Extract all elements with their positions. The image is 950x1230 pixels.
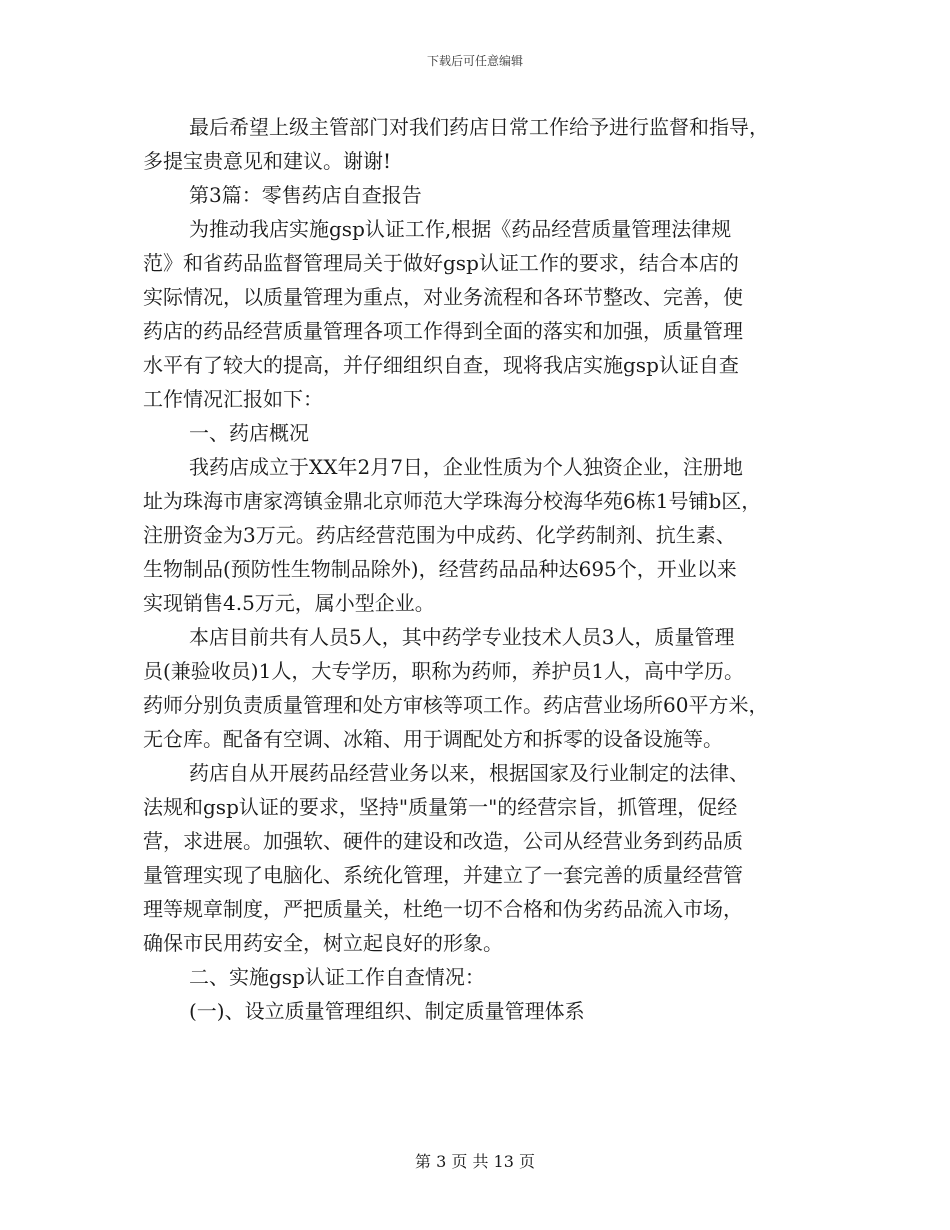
body-line: 多提宝贵意见和建议。谢谢! bbox=[143, 149, 392, 173]
body-line: 药店自从开展药品经营业务以来，根据国家及行业制定的法律、 bbox=[189, 761, 749, 785]
body-line: 无仓库。配备有空调、冰箱、用于调配处方和拆零的设备设施等。 bbox=[143, 727, 723, 751]
body-line: 最后希望上级主管部门对我们药店日常工作给予进行监督和指导， bbox=[189, 115, 769, 139]
body-line: 药店的药品经营质量管理各项工作得到全面的落实和加强，质量管理 bbox=[143, 319, 743, 343]
body-line: 范》和省药品监督管理局关于做好gsp认证工作的要求，结合本店的 bbox=[143, 251, 739, 275]
body-line: 我药店成立于XX年2月7日，企业性质为个人独资企业，注册地 bbox=[189, 455, 743, 479]
body-line: 为推动我店实施gsp认证工作,根据《药品经营质量管理法律规 bbox=[189, 217, 732, 241]
body-line: 法规和gsp认证的要求，坚持"质量第一"的经营宗旨，抓管理，促经 bbox=[143, 795, 738, 819]
section-title: 第3篇：零售药店自查报告 bbox=[189, 183, 422, 207]
section-heading: 二、实施gsp认证工作自查情况： bbox=[189, 965, 485, 989]
body-line: 员(兼验收员)1人，大专学历，职称为药师，养护员1人，高中学历。 bbox=[143, 659, 745, 683]
body-line: 实现销售4.5万元，属小型企业。 bbox=[143, 591, 435, 615]
body-line: 工作情况汇报如下： bbox=[143, 387, 323, 411]
body-line: 理等规章制度，严把质量关，杜绝一切不合格和伪劣药品流入市场， bbox=[143, 897, 743, 921]
body-line: 量管理实现了电脑化、系统化管理，并建立了一套完善的质量经营管 bbox=[143, 863, 743, 887]
body-line: 本店目前共有人员5人，其中药学专业技术人员3人，质量管理 bbox=[189, 625, 735, 649]
body-line: 生物制品(预防性生物制品除外)，经营药品品种达695个，开业以来 bbox=[143, 557, 737, 581]
page-number-footer: 第 3 页 共 13 页 bbox=[415, 1152, 535, 1171]
body-line: 址为珠海市唐家湾镇金鼎北京师范大学珠海分校海华苑6栋1号铺b区， bbox=[143, 489, 762, 513]
section-heading: 一、药店概况 bbox=[189, 421, 309, 445]
body-line: 水平有了较大的提高，并仔细组织自查，现将我店实施gsp认证自查 bbox=[143, 353, 739, 377]
body-line: 实际情况，以质量管理为重点，对业务流程和各环节整改、完善，使 bbox=[143, 285, 743, 309]
document-body bbox=[143, 110, 833, 1028]
body-line: 营，求进展。加强软、硬件的建设和改造，公司从经营业务到药品质 bbox=[143, 829, 743, 853]
body-line: 药师分别负责质量管理和处方审核等项工作。药店营业场所60平方米， bbox=[143, 693, 769, 717]
body-line: 确保市民用药安全，树立起良好的形象。 bbox=[143, 931, 503, 955]
page-header: 下载后可任意编辑 bbox=[426, 54, 523, 68]
subsection-heading: (一)、设立质量管理组织、制定质量管理体系 bbox=[189, 999, 585, 1023]
body-line: 注册资金为3万元。药店经营范围为中成药、化学药制剂、抗生素、 bbox=[143, 523, 736, 547]
